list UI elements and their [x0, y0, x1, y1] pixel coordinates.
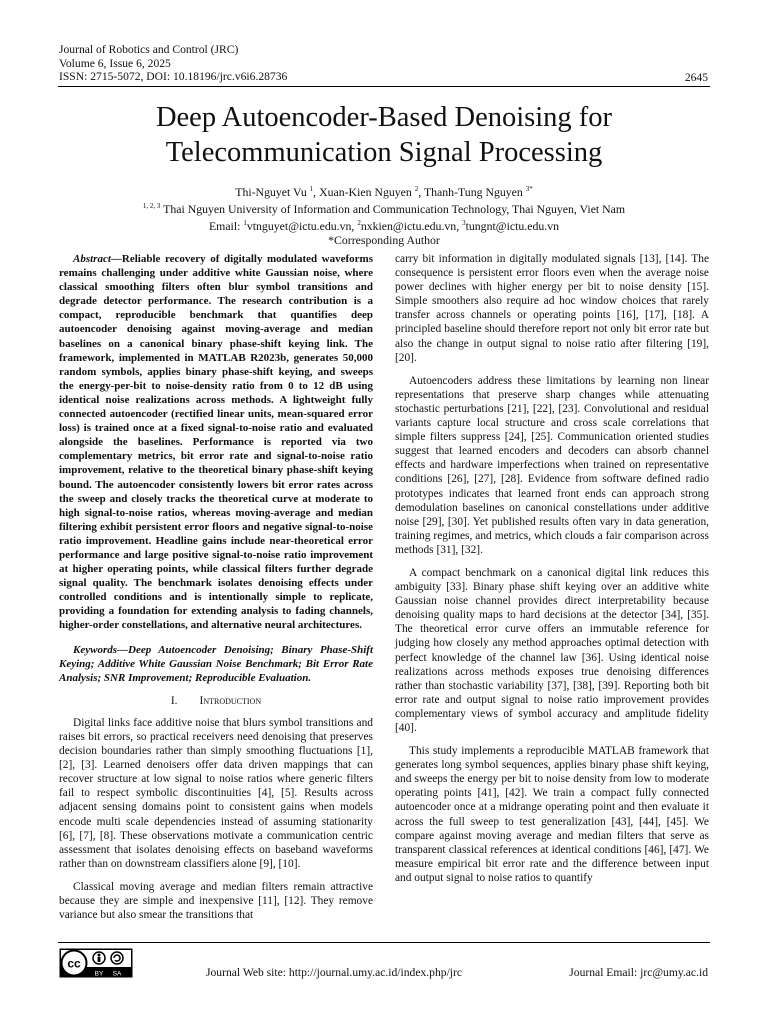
right-paragraph-2: Autoencoders address these limitations by learning non linear representations that preserve sharp changes while attenuating stochastic perturbations [21], [22], [23]. Convolutional and residual variants capture local structure and cross scale correlations that simple filters suppress [24], [25]. Communication oriented studies suggest that learned encoders and decoders can absorb channel effects and hardware imperfections when trained on representative conditions [26], [27], [28]. Evidence from software defined radio prototypes indicates that learned front ends can approach strong demodulation baselines on canonical constellations under additive noise [29], [30]. Yet published results often vary in data generation, training regimes, and metrics, which clouds a fair comparison across methods [31], [32].	[395, 374, 709, 556]
section-heading-introduction	[59, 694, 373, 708]
running-header	[59, 43, 287, 84]
header-rule	[58, 86, 710, 87]
author-2-mark: 2	[414, 185, 419, 193]
title-line-2: Telecommunication Signal Processing	[165, 137, 603, 168]
journal-website[interactable]: Journal Web site: http://journal.umy.ac.id/index.php/jrc	[206, 966, 463, 979]
left-paragraph-2: Classical moving average and median filters remain attractive because they are simple and inexpensive [11], [12]. They remove variance but also smear the transitions that	[59, 880, 373, 922]
journal-email[interactable]: Journal Email: jrc@umy.ac.id	[569, 966, 708, 979]
author-names: Thi-Nguyet Vu $^1$, Xuan-Kien Nguyen $^2$, Thanh-Tung Nguyen $^{3*}$	[235, 184, 533, 199]
email-1-mark: 1	[243, 219, 247, 228]
email-label: Email:	[208, 219, 241, 234]
left-column	[59, 252, 373, 922]
title-line-1: Deep Autoencoder-Based Denoising for	[155, 102, 613, 133]
cc-by-label: BY	[94, 970, 104, 978]
section-number: I.	[170, 694, 178, 707]
email-2[interactable]: nxkien@ictu.edu.vn,	[360, 219, 460, 234]
issn-doi: ISSN: 2715-5072, DOI: 10.18196/jrc.v6i6.28736	[59, 70, 288, 84]
journal-name: Journal of Robotics and Control (JRC)	[59, 43, 239, 56]
email-1[interactable]: vtnguyet@ictu.edu.vn,	[246, 219, 355, 234]
affiliation	[58, 199, 710, 216]
right-paragraph-4: This study implements a reproducible MATLAB framework that generates long symbol sequences, applies binary phase shift keying, and sweeps the energy per bit to noise density from low to moderate operating points [41], [42]. We train a compact fully connected autoencoder once at a midrange operating point and then evaluate it across the full sweep to test generalization [43], [44], [45]. We compare against moving average and median filters that serve as transparent classical references at identical conditions [46], [47]. We measure empirical bit error rate and the difference between input and output signal to noise ratios to quantify	[395, 745, 709, 884]
corresponding-author: *Corresponding Author	[328, 233, 440, 248]
author-block	[58, 182, 710, 248]
cc-sa-label: SA	[112, 970, 122, 978]
author-1: Thi-Nguyet Vu	[235, 184, 307, 199]
author-3-mark: 3*	[525, 185, 533, 193]
paper-title	[58, 100, 710, 170]
right-column	[395, 252, 709, 885]
author-1-mark: 1	[309, 185, 314, 193]
svg-text:cc: cc	[67, 956, 81, 971]
cc-license-badge[interactable]	[59, 948, 133, 978]
left-paragraph-1: Digital links face additive noise that blurs symbol transitions and raises bit errors, so practical receivers need denoising that preserves decision boundaries rather than simply smoothing fluctuations [1], [2], [3]. Learned denoisers offer data driven mappings that can recover structure at low signal to noise ratios where generic filters fail to respect symbolic discontinuities [4], [5]. Results across adjacent sensing domains point to consistent gains when models encode multi scale dependencies instead of assuming stationarity [6], [7], [8]. These observations motivate a communication centric assessment that isolates denoising effects on baseband waveforms rather than on downstream classifiers alone [9], [10].	[59, 716, 373, 870]
email-2-mark: 2	[357, 219, 361, 228]
abstract-text: —Reliable recovery of digitally modulated waveforms remains challenging under additive white Gaussian noise, where classical smoothing filters often blur symbol transitions and degrade detector performance. The research contribution is a compact, reproducible benchmark that quantifies deep autoencoder denoising against moving-average and median baselines on a canonical binary phase-shift keying link. The framework, implemented in MATLAB R2023b, generates 50,000 random symbols, applies binary phase-shift keying, and sweeps the energy-per-bit to noise-density ratio from 0 to 12 dB using identical noise realizations across methods. A lightweight fully connected autoencoder (rectified linear units, mean-squared error loss) is trained once at a fixed signal-to-noise ratio and evaluated alongside the baselines. Performance is reported via two complementary metrics, bit error rate and signal-to-noise ratio improvement, relative to the theoretical binary phase-shift keying bound. The autoencoder consistently lowers bit error rates across the sweep and closely tracks the theoretical curve at moderate to high signal-to-noise ratios, whereas moving-average and median filtering exhibit persistent error floors and negative signal-to-noise ratio improvement. Headline gains include near-theoretical error performance and large positive signal-to-noise ratio improvement at higher operating points, while classical filters further degrade signal quality. The benchmark isolates denoising effects under controlled conditions and is intentionally simple to replicate, providing a foundation for extending analysis to fading channels, higher-order constellations, and alternative neural architectures.	[59, 253, 373, 632]
affiliation-mark: 1, 2, 3	[142, 202, 161, 211]
right-paragraph-3: A compact benchmark on a canonical digital link reduces this ambiguity [33]. Binary phase shift keying over an additive white Gaussian noise channel provides direct interpretability because denoising quality maps to hard decisions at the detector [34], [35]. The theoretical error curve offers an immutable reference for judging how closely any method approaches optimal detection with perfect knowledge of the channel law [36]. Using identical noise realizations across methods exposes true denoising differences rather than stochastic variability [37], [38], [39]. Reporting both bit error rate and output signal to noise ratio improvement provides complementary views of symbol accuracy and amplitude fidelity [40].	[395, 566, 709, 734]
footer-rule	[58, 942, 710, 943]
page-number: 2645	[684, 71, 708, 84]
affiliation-text: Thai Nguyen University of Information and Communication Technology, Thai Nguyen, Viet Nam	[163, 202, 626, 217]
email-3-mark: 3	[462, 219, 466, 228]
author-3: Thanh-Tung Nguyen	[423, 184, 523, 199]
abstract-label: Abstract	[73, 253, 111, 265]
keywords: Keywords—Deep Autoencoder Denoising; Binary Phase-Shift Keying; Additive White Gaussian Noise Benchmark; Bit Error Rate Analysis; SNR Improvement; Reproducible Evaluation.	[59, 643, 373, 684]
right-paragraph-1: carry bit information in digitally modulated signals [13], [14]. The consequence is persistent error floors even when the average noise power declines with higher energy per bit to noise density [15]. Simple smoothers also require ad hoc window choices that rarely transfer across channels or operating points [16], [17], [18]. A principled baseline should therefore report not only bit error rate but also the change in output signal to noise ratio after filtering [19], [20].	[395, 253, 709, 364]
author-2: Xuan-Kien Nguyen	[319, 184, 412, 199]
email-3[interactable]: tungnt@ictu.edu.vn	[465, 219, 560, 234]
section-title: Introduction	[199, 694, 262, 707]
abstract	[59, 252, 373, 633]
cc-by-sa-icon	[59, 948, 133, 978]
email-line	[58, 216, 710, 233]
volume-issue: Volume 6, Issue 6, 2025	[59, 56, 171, 70]
